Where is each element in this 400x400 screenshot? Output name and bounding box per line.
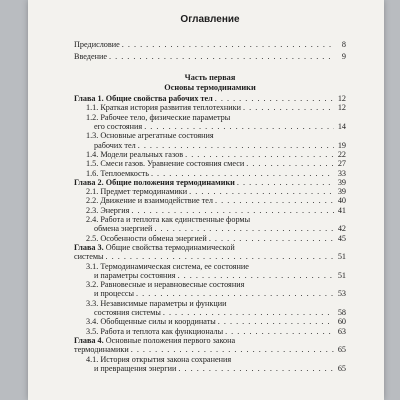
toc-line bbox=[74, 308, 346, 317]
toc-line bbox=[74, 243, 346, 252]
chapter-label: Глава 1. bbox=[74, 94, 106, 104]
toc-page-number: 58 bbox=[337, 308, 346, 318]
toc-line bbox=[74, 196, 346, 205]
chapter-label: Глава 2. bbox=[74, 177, 106, 187]
toc-page-number: 65 bbox=[337, 345, 346, 355]
toc-section bbox=[74, 103, 346, 112]
toc-line bbox=[74, 94, 346, 103]
toc-line: 4.1. История открытия закона сохранения bbox=[86, 354, 232, 364]
toc-line-text: 1.1. Краткая история развития теплотехники bbox=[86, 103, 242, 113]
toc-chapter bbox=[74, 94, 346, 103]
toc-line-text: 1.6. Теплоемкость bbox=[86, 168, 149, 178]
toc-heading: Оглавление bbox=[180, 14, 240, 25]
toc-line-text: 3.5. Работа и теплота как функционалы bbox=[86, 326, 224, 336]
toc-line-text: системы bbox=[74, 252, 104, 262]
toc-leader-dots bbox=[246, 159, 334, 168]
toc-line bbox=[74, 178, 346, 187]
toc-leader-dots bbox=[151, 169, 334, 178]
toc-line-text: 1.5. Смеси газов. Уравнение состояния смеси bbox=[86, 159, 245, 169]
toc-page-number: 12 bbox=[337, 94, 346, 104]
toc-line-text: Введение bbox=[74, 52, 108, 61]
toc-leader-dots bbox=[144, 122, 334, 131]
toc-page-number: 63 bbox=[337, 326, 346, 336]
toc-line-text bbox=[74, 178, 235, 187]
toc-line-text: рабочих тел bbox=[94, 140, 136, 150]
toc-section bbox=[74, 187, 346, 196]
toc-leader-dots bbox=[138, 141, 334, 150]
toc-line-text: 3.4. Обобщенные силы и координаты bbox=[86, 317, 216, 327]
toc-leader-dots bbox=[237, 178, 334, 187]
toc-line bbox=[74, 159, 346, 168]
toc-section bbox=[74, 113, 346, 132]
toc-chapter bbox=[74, 178, 346, 187]
toc-line bbox=[74, 252, 346, 261]
toc-leader-dots bbox=[131, 345, 334, 354]
toc-chapter bbox=[74, 243, 346, 262]
toc-section bbox=[74, 131, 346, 150]
toc-page-number: 40 bbox=[337, 196, 346, 206]
toc-leader-dots bbox=[163, 308, 334, 317]
chapter-title: Общие положения термодинамики bbox=[105, 177, 235, 187]
toc-page-number: 39 bbox=[337, 177, 346, 187]
toc-line bbox=[74, 122, 346, 131]
toc-page-number: 14 bbox=[337, 122, 346, 132]
toc-page-number: 53 bbox=[337, 289, 346, 299]
toc-page-number: 22 bbox=[337, 149, 346, 159]
toc-line bbox=[74, 289, 346, 298]
toc-line bbox=[74, 187, 346, 196]
toc-leader-dots bbox=[225, 327, 334, 336]
toc-leader-dots bbox=[209, 234, 334, 243]
toc-leader-dots bbox=[189, 187, 334, 196]
toc-page-number: 19 bbox=[337, 140, 346, 150]
toc-line bbox=[74, 103, 346, 112]
toc-line: 3.1. Термодинамическая система, ее состояние bbox=[86, 261, 249, 271]
chapter-title: Общие свойства термодинамической bbox=[105, 242, 235, 252]
toc-section bbox=[74, 327, 346, 336]
toc-page-number: 60 bbox=[337, 317, 346, 327]
toc-line bbox=[74, 345, 346, 354]
toc-line-text: 2.2. Движение и взаимодействие тел bbox=[86, 196, 213, 206]
toc-leader-dots bbox=[136, 289, 334, 298]
toc-page-number: 45 bbox=[337, 233, 346, 243]
toc-leader-dots bbox=[131, 206, 334, 215]
chapter-title: Общие свойства рабочих тел bbox=[105, 94, 213, 104]
toc-page-number: 42 bbox=[337, 224, 346, 234]
toc-line bbox=[74, 336, 346, 345]
table-of-contents bbox=[74, 14, 346, 373]
toc-line bbox=[74, 206, 346, 215]
toc-section bbox=[74, 215, 346, 234]
toc-leader-dots bbox=[215, 94, 334, 103]
front-matter-item bbox=[74, 51, 346, 63]
front-matter-item bbox=[74, 39, 346, 51]
toc-line-text bbox=[74, 94, 213, 103]
toc-line bbox=[74, 364, 346, 373]
front-matter bbox=[74, 39, 346, 63]
toc-line-text: 1.4. Модели реальных газов bbox=[86, 149, 184, 159]
toc-line: 1.3. Основные агрегатные состояния bbox=[86, 131, 214, 141]
toc-section bbox=[74, 150, 346, 159]
toc-page-number: 39 bbox=[337, 187, 346, 197]
toc-line: 2.4. Работа и теплота как единственные формы bbox=[86, 215, 251, 225]
toc-leader-dots bbox=[178, 364, 334, 373]
toc-line-text: и превращения энергии bbox=[94, 363, 177, 373]
toc-chapter bbox=[74, 336, 346, 355]
toc-leader-dots bbox=[243, 103, 334, 112]
toc-section bbox=[74, 299, 346, 318]
toc-line-text: 2.3. Энергия bbox=[86, 205, 130, 215]
toc-line-text: обмена энергией bbox=[94, 224, 153, 234]
toc-line: 3.3. Независимые параметры и функции bbox=[86, 298, 227, 308]
toc-section bbox=[74, 169, 346, 178]
toc-leader-dots bbox=[185, 150, 334, 159]
toc-line-text: термодинамики bbox=[74, 345, 129, 355]
toc-line bbox=[74, 150, 346, 159]
toc-page-number: 51 bbox=[337, 252, 346, 262]
toc-line bbox=[74, 224, 346, 233]
toc-line-text: Предисловие bbox=[74, 40, 120, 49]
toc-section bbox=[74, 234, 346, 243]
toc-line: 3.2. Равновесные и неравновесные состояния bbox=[86, 280, 245, 290]
toc-page-number: 41 bbox=[337, 205, 346, 215]
toc-page-number: 27 bbox=[337, 159, 346, 169]
toc-section bbox=[74, 159, 346, 168]
chapter-label: Глава 3. bbox=[74, 242, 106, 252]
toc-leader-dots bbox=[215, 196, 334, 205]
toc-line bbox=[74, 141, 346, 150]
toc-line bbox=[74, 169, 346, 178]
part-label: Часть первая bbox=[184, 73, 236, 82]
chapter-label: Глава 4. bbox=[74, 335, 106, 345]
toc-page-number: 8 bbox=[341, 40, 346, 49]
toc-line bbox=[74, 327, 346, 336]
toc-page-number: 33 bbox=[337, 168, 346, 178]
toc-section bbox=[74, 317, 346, 326]
toc-page-number: 9 bbox=[341, 52, 346, 61]
toc-line: 1.2. Рабочее тело, физические параметры bbox=[86, 112, 231, 122]
book-page bbox=[28, 0, 384, 400]
toc-section bbox=[74, 196, 346, 205]
toc-line bbox=[74, 271, 346, 280]
toc-page-number: 51 bbox=[337, 270, 346, 280]
toc-line bbox=[74, 234, 346, 243]
chapter-title: Основные положения первого закона bbox=[105, 335, 236, 345]
part-title: Основы термодинамики bbox=[164, 82, 256, 92]
toc-line-text: 2.1. Предмет термодинамики bbox=[86, 187, 188, 197]
toc-leader-dots bbox=[122, 39, 334, 51]
toc-line-text: и параметры состояния bbox=[94, 270, 176, 280]
toc-leader-dots bbox=[106, 252, 334, 261]
toc-line-text: и процессы bbox=[94, 289, 134, 299]
toc-line-text: 2.5. Особенности обмена энергией bbox=[86, 233, 207, 243]
toc-leader-dots bbox=[218, 317, 334, 326]
toc-leader-dots bbox=[178, 271, 334, 280]
toc-leader-dots bbox=[154, 224, 334, 233]
toc-entries bbox=[74, 94, 346, 373]
toc-section bbox=[74, 355, 346, 374]
toc-section bbox=[74, 262, 346, 281]
toc-page-number: 65 bbox=[337, 363, 346, 373]
toc-section bbox=[74, 206, 346, 215]
toc-line-text: состояния системы bbox=[94, 308, 161, 318]
toc-line bbox=[74, 317, 346, 326]
toc-line-text: его состояния bbox=[94, 122, 143, 132]
toc-section bbox=[74, 280, 346, 299]
toc-page-number: 12 bbox=[337, 103, 346, 113]
toc-leader-dots bbox=[109, 51, 334, 63]
